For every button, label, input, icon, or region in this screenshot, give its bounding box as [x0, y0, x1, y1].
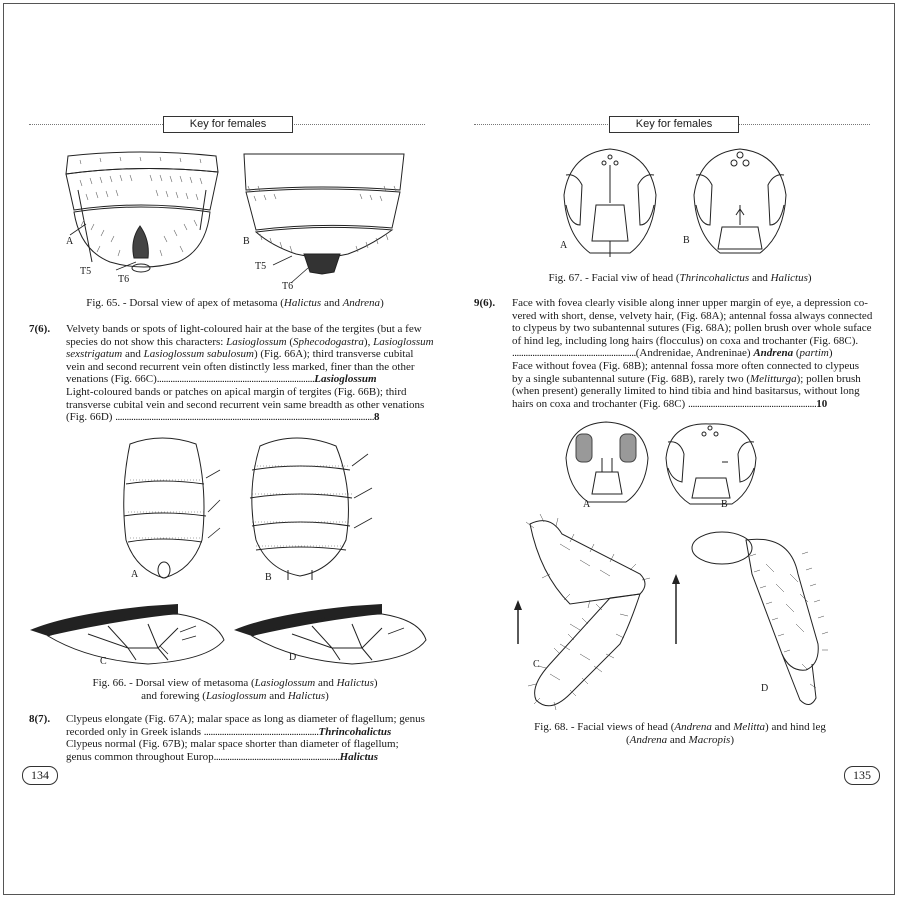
fig66-label-a: A [131, 569, 139, 580]
fig65-label-t6b: T6 [282, 281, 294, 292]
fig67-a-drawing [564, 149, 656, 257]
fig65-label-t5b: T5 [255, 261, 267, 272]
fig67-caption: Fig. 67. - Facial viw of head (Thrincohalictus and Halictus) [548, 272, 812, 284]
fig66-label-d: D [289, 652, 297, 663]
fig65-label-t5a: T5 [80, 266, 92, 277]
fig66-caption: Fig. 66. - Dorsal view of metasoma (Lasioglossum and Halictus) and forewing (Lasioglossum and Halictus) [92, 677, 378, 702]
fig65-a-drawing [66, 152, 218, 272]
page-number-right: 135 [844, 766, 880, 785]
fig68-label-d: D [761, 683, 769, 694]
couplet-7-number: 7(6). [29, 323, 51, 335]
fig68-c-drawing [530, 521, 645, 706]
left-page: Key for females A T5 T6 B T5 T6 Fig. 65. - Dorsal view of apex of metasoma (Halictus and Andrena) 7(6). Velvety bands or spots of light-coloured hair at the base of the tergites (but a few species do not show this characters: Lasioglossum (Sphecodogastra), Lasioglossum sexstrigatum and Lasioglossum sabulosum) (Fig. 66A); third transverse cubital vein and second recurrent vein often distinctly less marked, finer than the other venations (Fig. 66C)......................................................................Lasioglossum Light-coloured bands or patches on apical margin of tergites (Fig. 66B); third transverse cubital vein and second recurrent vein same breadth as other venations (Fig. 66D) ...................................................................................................................8 A B C D Fig. 66. - Dorsal view of metasoma (Lasioglossum and Halictus) and forewing (Lasioglossum and Halictus) 8(7). Clypeus elongate (Fig. 67A); malar space as long as diameter of flagellum; genus recorded only in Greek islands ...................................................Thrincohalictus Clypeus normal (Fig. 67B); malar space shorter than diameter of flagellum; genus common throughout Europ........................................................Halictus 134 [0, 0, 450, 900]
page-number-left: 134 [22, 766, 58, 785]
figure-65-illustration [60, 150, 410, 292]
fig68-d-drawing [692, 532, 818, 705]
right-page: Key for females A B Fig. 67. - Facial viw of head (Thrincohalictus and Halictus) 9(6). Face with fovea clearly visible along inner upper margin of eye, a depression co- vered with short, dense, velvety hair, (Fig. 68A); antennal fossa always connected to clypeus by two subantennal sutures (Fig. 68A); pollen brush over whole suface of hind leg, including long hairs (flocculus) on coxa and trochanter (Fig. 68C). .......................................................(Andrenidae, Andreninae) Andrena (partim) Face without fovea (Fig. 68B); antennal fossa more often connected to clypeus by a single subantennal suture (Fig. 68B), rarely two (Melitturga); pollen brush (when present) generally limited to hind tibia and hind basitarsus, without long hairs on coxa and trochanter (Fig. 68C) .........................................................10 A B C D Fig. 68. - Facial views of head (Andrena and Melitta) and hind leg (Andrena and Macropis) 135 [450, 0, 900, 900]
fig66-c-drawing [30, 604, 224, 664]
fig66-label-b: B [265, 572, 272, 583]
fig68-a-drawing [566, 422, 648, 502]
fig66-b-drawing [250, 438, 352, 580]
header-title-left: Key for females [163, 116, 293, 133]
fig65-caption: Fig. 65. - Dorsal view of apex of metasoma (Halictus and Andrena) [86, 297, 384, 309]
fig65-label-a: A [66, 236, 74, 247]
fig67-label-b: B [683, 235, 690, 246]
fig65-t6b-pointer [291, 268, 308, 283]
figure-68-heads-illustration [560, 418, 820, 510]
figure-66-forewing-illustration [28, 600, 428, 672]
figure-67-illustration [550, 145, 810, 265]
couplet-8-number: 8(7). [29, 713, 51, 725]
fig65-b-drawing [244, 154, 404, 274]
fig68-label-c: C [533, 659, 540, 670]
fig66-label-c: C [100, 656, 107, 667]
header-title-right: Key for females [609, 116, 739, 133]
figure-68-legs-illustration [510, 514, 870, 714]
fig68-label-a: A [583, 499, 591, 510]
fig66-a-drawing [124, 438, 206, 578]
couplet-9-number: 9(6). [474, 297, 496, 309]
figure-66-metasoma-illustration [110, 430, 380, 590]
fig66-d-drawing [234, 604, 426, 664]
fig65-t5b-pointer [273, 256, 292, 265]
fig65-label-b: B [243, 236, 250, 247]
fig68-caption: Fig. 68. - Facial views of head (Andrena and Melitta) and hind leg (Andrena and Macropis) [534, 721, 826, 746]
fig68-b-drawing [666, 424, 756, 504]
fig65-t5a-pointer [70, 224, 86, 235]
fig65-label-t6a: T6 [118, 274, 130, 285]
fig68-label-b: B [721, 499, 728, 510]
fig67-label-a: A [560, 240, 568, 251]
fig67-b-drawing [694, 149, 786, 253]
